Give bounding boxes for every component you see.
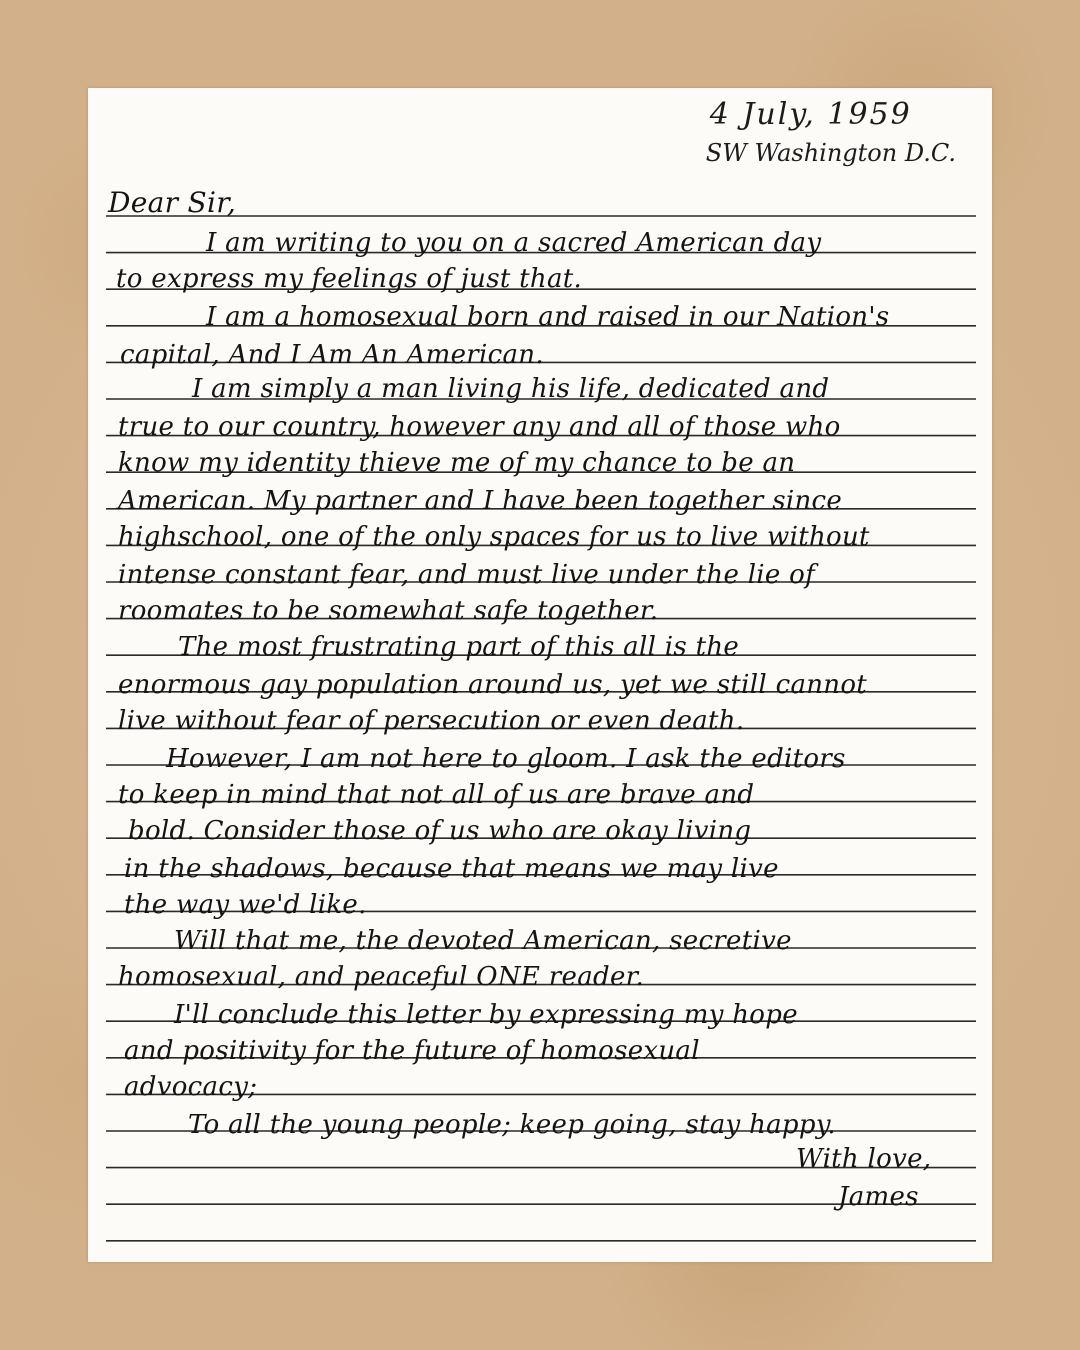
body-line: Will that me, the devoted American, secretive (174, 926, 792, 956)
body-line: capital, And I Am An American. (120, 340, 544, 370)
letter-place: SW Washington D.C. (705, 139, 956, 167)
body-line: know my identity thieve me of my chance to be an (118, 448, 796, 478)
body-line: highschool, one of the only spaces for us to live without (118, 522, 870, 552)
body-line: I am a homosexual born and raised in our Nation's (206, 302, 890, 332)
body-line: live without fear of persecution or even death. (118, 706, 745, 736)
letter-header (706, 96, 956, 170)
body-line: However, I am not here to gloom. I ask the editors (166, 744, 846, 774)
body-line: bold. Consider those of us who are okay living (128, 816, 752, 846)
letter-signature: James (838, 1182, 919, 1212)
body-line: intense constant fear, and must live under the lie of (118, 560, 816, 590)
body-line: advocacy; (124, 1072, 258, 1102)
body-line: I am simply a man living his life, dedicated and (192, 374, 830, 404)
body-line: true to our country, however any and all of those who (118, 412, 841, 442)
letter-paper (88, 88, 992, 1262)
body-line: The most frustrating part of this all is the (178, 632, 740, 662)
body-line: American. My partner and I have been together since (118, 486, 843, 516)
body-line: homosexual, and peaceful ONE reader. (118, 962, 645, 992)
body-line: the way we'd like. (124, 890, 367, 920)
body-line: I am writing to you on a sacred American day (206, 228, 822, 258)
letter-greeting: Dear Sir, (108, 186, 237, 219)
letter-date: 4 July, 1959 (709, 97, 912, 132)
body-line: roomates to be somewhat safe together. (118, 596, 659, 626)
body-line: enormous gay population around us, yet we still cannot (118, 670, 868, 700)
body-line: in the shadows, because that means we may live (124, 854, 779, 884)
body-line: to keep in mind that not all of us are brave and (118, 780, 755, 810)
body-line: to express my feelings of just that. (116, 264, 583, 294)
letter-closing: With love, (796, 1144, 932, 1174)
body-line: I'll conclude this letter by expressing my hope (174, 1000, 798, 1030)
body-line: To all the young people; keep going, stay happy. (188, 1110, 836, 1140)
body-line: and positivity for the future of homosexual (124, 1036, 700, 1066)
